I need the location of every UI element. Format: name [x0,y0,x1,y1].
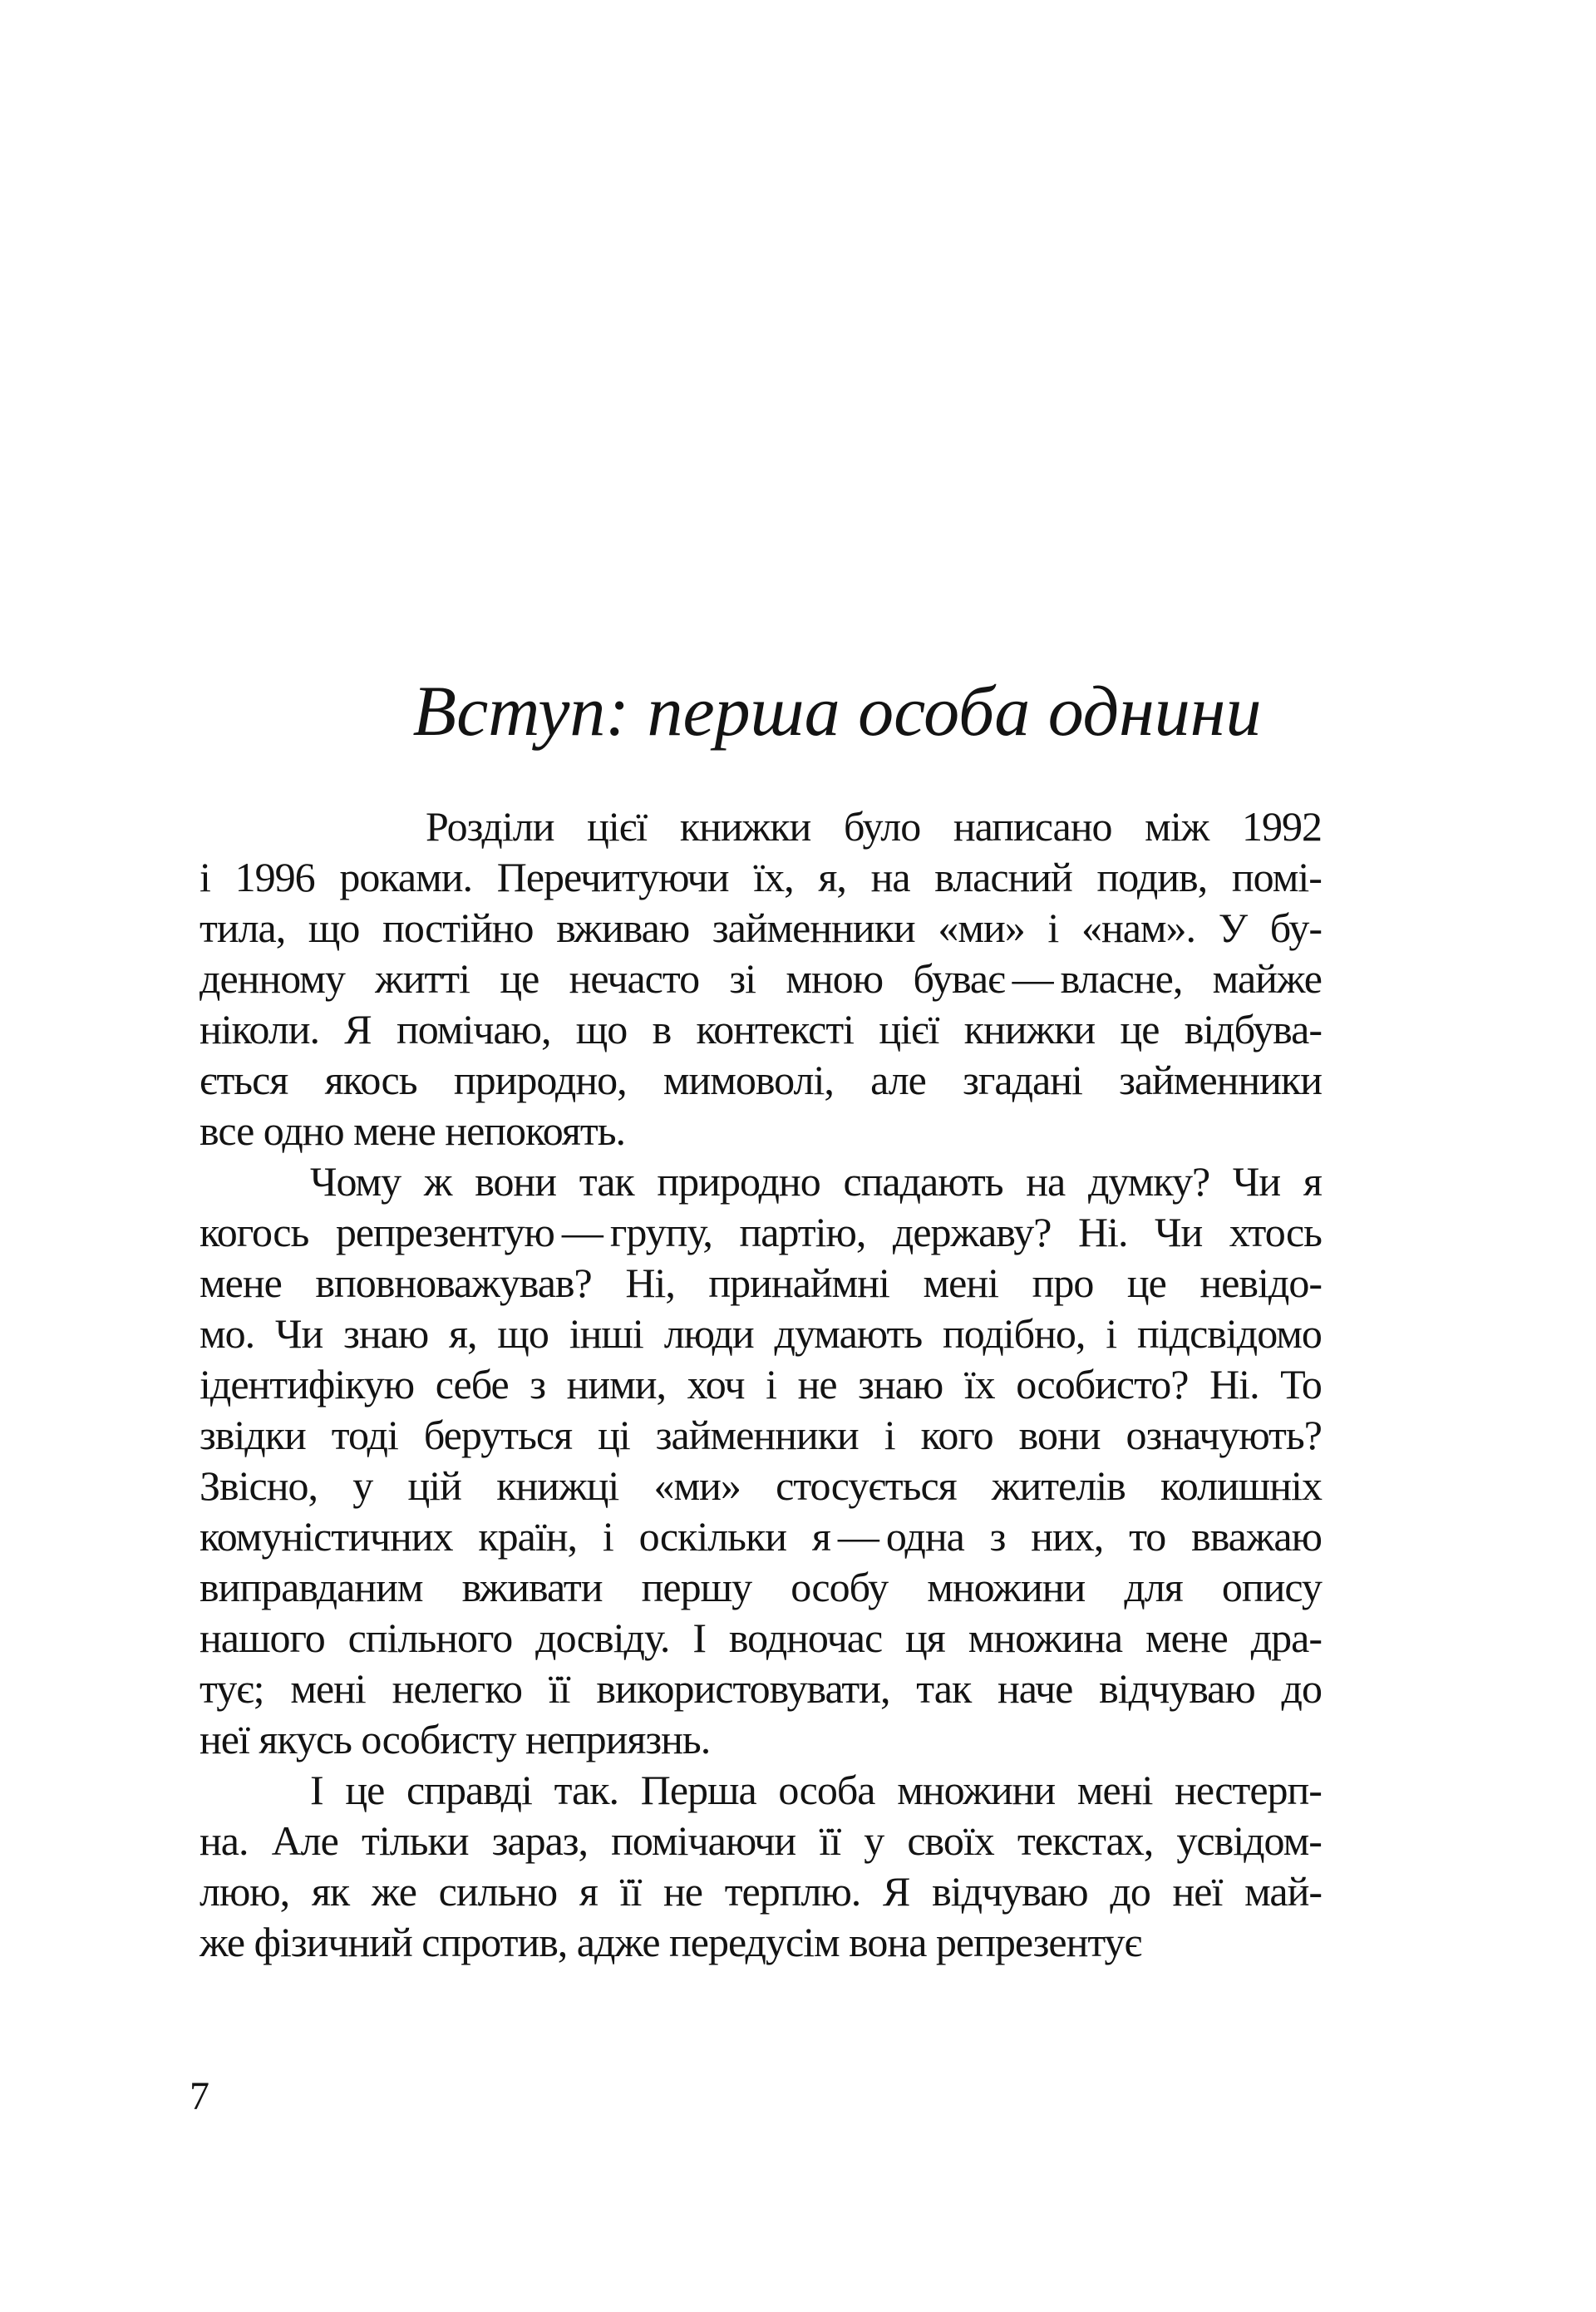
word: множини [927,1564,1086,1610]
word: і [1106,1310,1117,1357]
word: 1996 [234,854,315,900]
word: комуністичних [200,1513,453,1560]
word: мені [1076,1767,1153,1813]
body-text [200,801,1322,1968]
text-line [200,1765,1322,1816]
word: Перша [640,1767,756,1813]
word: ці [598,1412,630,1458]
word: 1992 [1241,803,1322,850]
word: неї [1172,1868,1223,1915]
word: стосується [776,1462,957,1509]
word: вживаю [556,905,690,951]
word: люди [663,1310,754,1357]
word: так [579,1158,634,1205]
word: не [797,1361,837,1407]
word: у [352,1462,373,1509]
word: на. [200,1817,249,1864]
word: вважаю [1191,1513,1322,1560]
word: колишніх [1160,1462,1322,1509]
word: я, [449,1310,477,1357]
word: означують? [1126,1412,1322,1458]
word: країн, [478,1513,578,1560]
word: з [530,1361,546,1407]
word: текстах, [1017,1817,1154,1864]
word: це [1126,1260,1166,1306]
word: І [692,1614,706,1661]
word: і [884,1412,895,1458]
word: що [308,905,360,951]
paragraph [200,1765,1322,1968]
word: я, [818,854,846,900]
word: особисто? [1016,1361,1189,1407]
word: Чи [1232,1158,1281,1205]
word: на [870,854,910,900]
word: в [652,1006,672,1052]
word: книжці [496,1462,619,1509]
word: «ми» [938,905,1025,951]
word: знаю [343,1310,429,1357]
word: зараз, [491,1817,589,1864]
word: «нам». [1081,905,1196,951]
word: першу [641,1564,752,1610]
text-line [200,852,1322,903]
word: і [200,854,210,900]
word: то [1129,1513,1166,1560]
word: своїх [907,1817,994,1864]
word: спадають [843,1158,1003,1205]
word: нестерп- [1175,1767,1322,1813]
word: Чи [275,1310,323,1357]
word: То [1280,1361,1322,1407]
text-line [200,1156,1322,1207]
text-line [200,1461,1322,1511]
word: було [843,803,921,850]
word: на [1026,1158,1066,1205]
word: нелегко [392,1665,522,1712]
word: Ні. [1077,1209,1128,1255]
word: я — одна [811,1513,964,1560]
word: себе [435,1361,509,1407]
word: цієї [587,803,648,850]
text-line [200,1816,1322,1866]
word: книжки [679,803,811,850]
word: відчуваю [1099,1665,1255,1712]
word: до [1110,1868,1150,1915]
word: згадані [963,1057,1082,1103]
word: «ми» [653,1462,741,1509]
word: вони [1018,1412,1101,1458]
word: постійно [382,905,534,951]
word: Ні. [1209,1361,1259,1407]
word: вживати [461,1564,603,1610]
word: і [1047,905,1059,951]
word: вони [475,1158,556,1205]
word: мені [923,1260,998,1306]
word: ними, [566,1361,667,1407]
text-line [200,1613,1322,1664]
text-line: же фізичний спротив, адже передусім вона репрезентує [200,1919,1141,1965]
word: когось [200,1209,309,1255]
text-line: неї якусь особисту неприязнь. [200,1716,711,1762]
word: їх [963,1361,995,1407]
text-line [200,801,1322,852]
word: невідо- [1199,1260,1322,1306]
word: цієї [879,1006,939,1052]
word: Чи [1154,1209,1203,1255]
word: не [663,1868,702,1915]
word: між [1145,803,1209,850]
word: ж [423,1158,452,1205]
word: і [602,1513,613,1560]
word: Звісно, [200,1462,318,1509]
word: що [575,1006,628,1052]
word: знаю [858,1361,943,1407]
text-line [200,1562,1322,1613]
word: контексті [696,1006,855,1052]
word: мимоволі, [663,1057,834,1103]
word: займенники [1119,1057,1322,1103]
word: думають [774,1310,923,1357]
word: її [548,1665,570,1712]
word: їх, [753,854,794,900]
word: Перечитуючи [496,854,729,900]
word: природно [657,1158,820,1205]
word: тільки [361,1817,469,1864]
word: майже [1212,955,1322,1002]
word: це [500,955,539,1002]
word: усвідом- [1176,1817,1322,1864]
text-line [200,903,1322,954]
word: кого [920,1412,993,1458]
word: тоді [331,1412,398,1458]
word: же [371,1868,416,1915]
word: відчуваю [932,1868,1088,1915]
word: репрезентую — групу, [335,1209,712,1255]
word: ніколи. [200,1006,319,1052]
word: підсвідомо [1136,1310,1322,1357]
word: думку? [1087,1158,1210,1205]
word: множина [968,1614,1123,1661]
chapter-title-text: Вступ: перша особа однини [412,671,1262,751]
word: нечасто [569,955,700,1002]
word: опису [1221,1564,1322,1610]
word: люю, [200,1868,290,1915]
word: житті [375,955,470,1002]
word: про [1032,1260,1094,1306]
chapter-title [200,671,1322,751]
word: ідентифікую [200,1361,415,1407]
word: так [916,1665,972,1712]
word: помічаючи [611,1817,796,1864]
text-line [200,1359,1322,1410]
word: так. [554,1767,619,1813]
word: подібно, [943,1310,1086,1357]
word: для [1124,1564,1183,1610]
text-line [200,1207,1322,1258]
word: Чому [310,1158,401,1205]
word: і [766,1361,777,1407]
word: спільного [347,1614,513,1661]
text-line [200,1004,1322,1055]
word: оскільки [638,1513,787,1560]
word: мене [200,1260,282,1306]
word: Але [271,1817,338,1864]
word: денному [200,955,345,1002]
word: це [1120,1006,1160,1052]
word: з [989,1513,1006,1560]
text-line [200,1511,1322,1562]
word: використовувати, [596,1665,890,1712]
word: ється [200,1057,288,1103]
paragraph [200,1156,1322,1765]
word: до [1281,1665,1322,1712]
word: особа [778,1767,875,1813]
word: інші [569,1310,643,1357]
word: мо. [200,1310,255,1357]
text-line: все одно мене непокоять. [200,1107,626,1154]
text-line [200,1258,1322,1309]
word: бу- [1269,905,1322,951]
word: зі [729,955,756,1002]
text-line [200,954,1322,1004]
word: звідки [200,1412,306,1458]
word: книжки [963,1006,1096,1052]
word: ця [905,1614,945,1661]
word: дра- [1250,1614,1322,1661]
word: них, [1031,1513,1104,1560]
word: у [864,1817,884,1864]
word: множини [897,1767,1056,1813]
word: терплю. [724,1868,861,1915]
word: її [619,1868,642,1915]
word: беруться [423,1412,573,1458]
word: особу [791,1564,889,1610]
paragraph [200,801,1322,1156]
word: написано [953,803,1112,850]
word: природно, [453,1057,627,1103]
text-line [200,1309,1322,1359]
word: якось [324,1057,417,1103]
word: вповноважував? [315,1260,592,1306]
text-line [200,1410,1322,1461]
word: її [819,1817,841,1864]
word: займенники [655,1412,859,1458]
word: Розділи [426,803,554,850]
word: справді [406,1767,532,1813]
word: що [497,1310,549,1357]
text-line [200,1866,1322,1917]
word: я [1303,1158,1322,1205]
word: виправданим [200,1564,423,1610]
word: жителів [991,1462,1126,1509]
word: як [311,1868,350,1915]
word: мною [786,955,884,1002]
word: Я [344,1006,372,1052]
page-number: 7 [190,2074,209,2118]
word: мені [290,1665,366,1712]
word: подив, [1096,854,1208,900]
word: займенники [712,905,915,951]
word: сильно [438,1868,558,1915]
word: це [345,1767,385,1813]
text-line [200,1055,1322,1106]
word: буває — власне, [913,955,1183,1002]
word: У [1218,905,1248,951]
word: тує; [200,1665,264,1712]
word: досвіду. [535,1614,670,1661]
word: мене [1145,1614,1228,1661]
word: Ні, [625,1260,675,1306]
word: роками. [339,854,473,900]
word: помі- [1231,854,1322,900]
word: принаймні [708,1260,889,1306]
text-line [200,1664,1322,1714]
word: май- [1244,1868,1322,1915]
word: наче [998,1665,1073,1712]
word: державу? [892,1209,1052,1255]
word: хоч [687,1361,745,1407]
word: водночас [728,1614,883,1661]
word: але [870,1057,926,1103]
word: тила, [200,905,286,951]
word: відбува- [1184,1006,1322,1052]
word: помічаю, [396,1006,551,1052]
word: власний [934,854,1072,900]
word: партію, [739,1209,866,1255]
word: Я [883,1868,910,1915]
word: хтось [1229,1209,1322,1255]
word: І [310,1767,323,1813]
word: нашого [200,1614,325,1661]
word: цій [407,1462,461,1509]
word: я [579,1868,598,1915]
